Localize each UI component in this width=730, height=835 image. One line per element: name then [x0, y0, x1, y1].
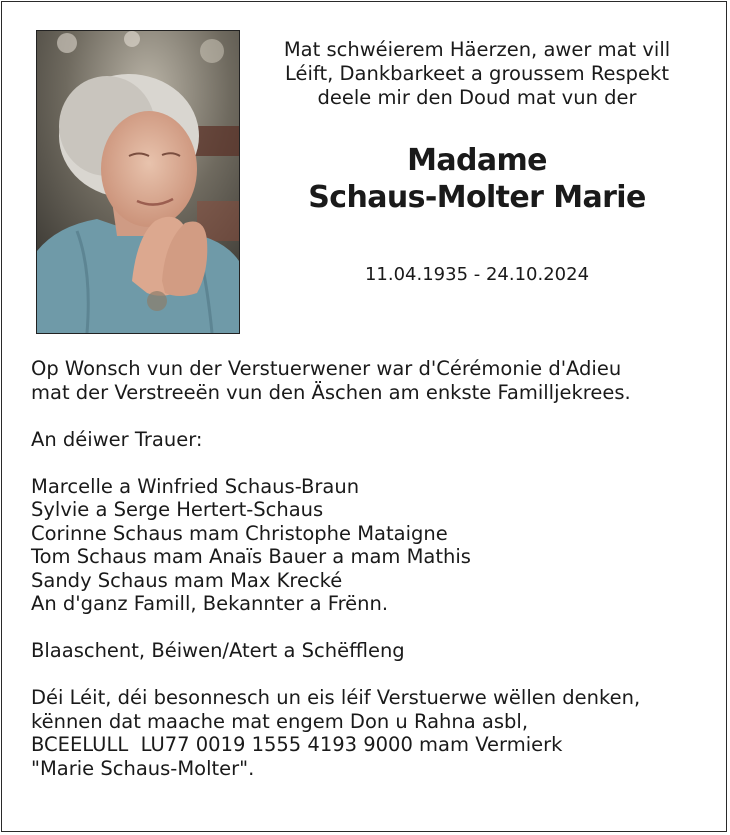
- mourner-line: Tom Schaus mam Anaïs Bauer a mam Mathis: [31, 545, 471, 568]
- donation-line: Déi Léit, déi besonnesch un eis léif Verstuerwe wëllen denken,: [31, 686, 641, 709]
- places-line: Blaaschent, Béiwen/Atert a Schëffleng: [31, 639, 405, 662]
- donation-line: kënnen dat maache mat engem Don u Rahna asbl,: [31, 709, 529, 733]
- ceremony-line: Op Wonsch vun der Verstuerwener war d'Cérémonie d'Adieu: [31, 357, 622, 380]
- mourner-line: Marcelle a Winfried Schaus-Braun: [31, 474, 360, 498]
- life-dates: 11.04.1935 - 24.10.2024: [364, 264, 590, 285]
- mourning-heading: An déiwer Trauer:: [31, 427, 203, 451]
- mourner-line: Corinne Schaus mam Christophe Mataigne: [31, 521, 448, 545]
- name-title: Madame: [407, 143, 547, 178]
- notice-body: [31, 357, 711, 780]
- intro-line: deele mir den Doud mat vun der: [317, 86, 637, 109]
- mourner-line: An d'ganz Famill, Bekannter a Frënn.: [31, 592, 389, 615]
- intro-text: [258, 38, 696, 110]
- intro-line: Mat schwéierem Häerzen, awer mat vill: [283, 38, 671, 61]
- mourner-line: Sandy Schaus mam Max Krecké: [31, 568, 343, 592]
- name-full: Schaus-Molter Marie: [308, 180, 646, 215]
- donation-line: BCEELULL LU77 0019 1555 4193 9000 mam Vermierk: [31, 733, 563, 756]
- deceased-name: [258, 142, 696, 216]
- intro-line: Léift, Dankbarkeet a groussem Respekt: [285, 62, 669, 85]
- portrait-photo: [36, 30, 240, 334]
- mourner-line: Sylvie a Serge Hertert-Schaus: [31, 498, 324, 521]
- donation-line: "Marie Schaus-Molter".: [31, 756, 255, 780]
- ceremony-line: mat der Verstreeën vun den Äschen am enkste Familljekrees.: [31, 380, 631, 404]
